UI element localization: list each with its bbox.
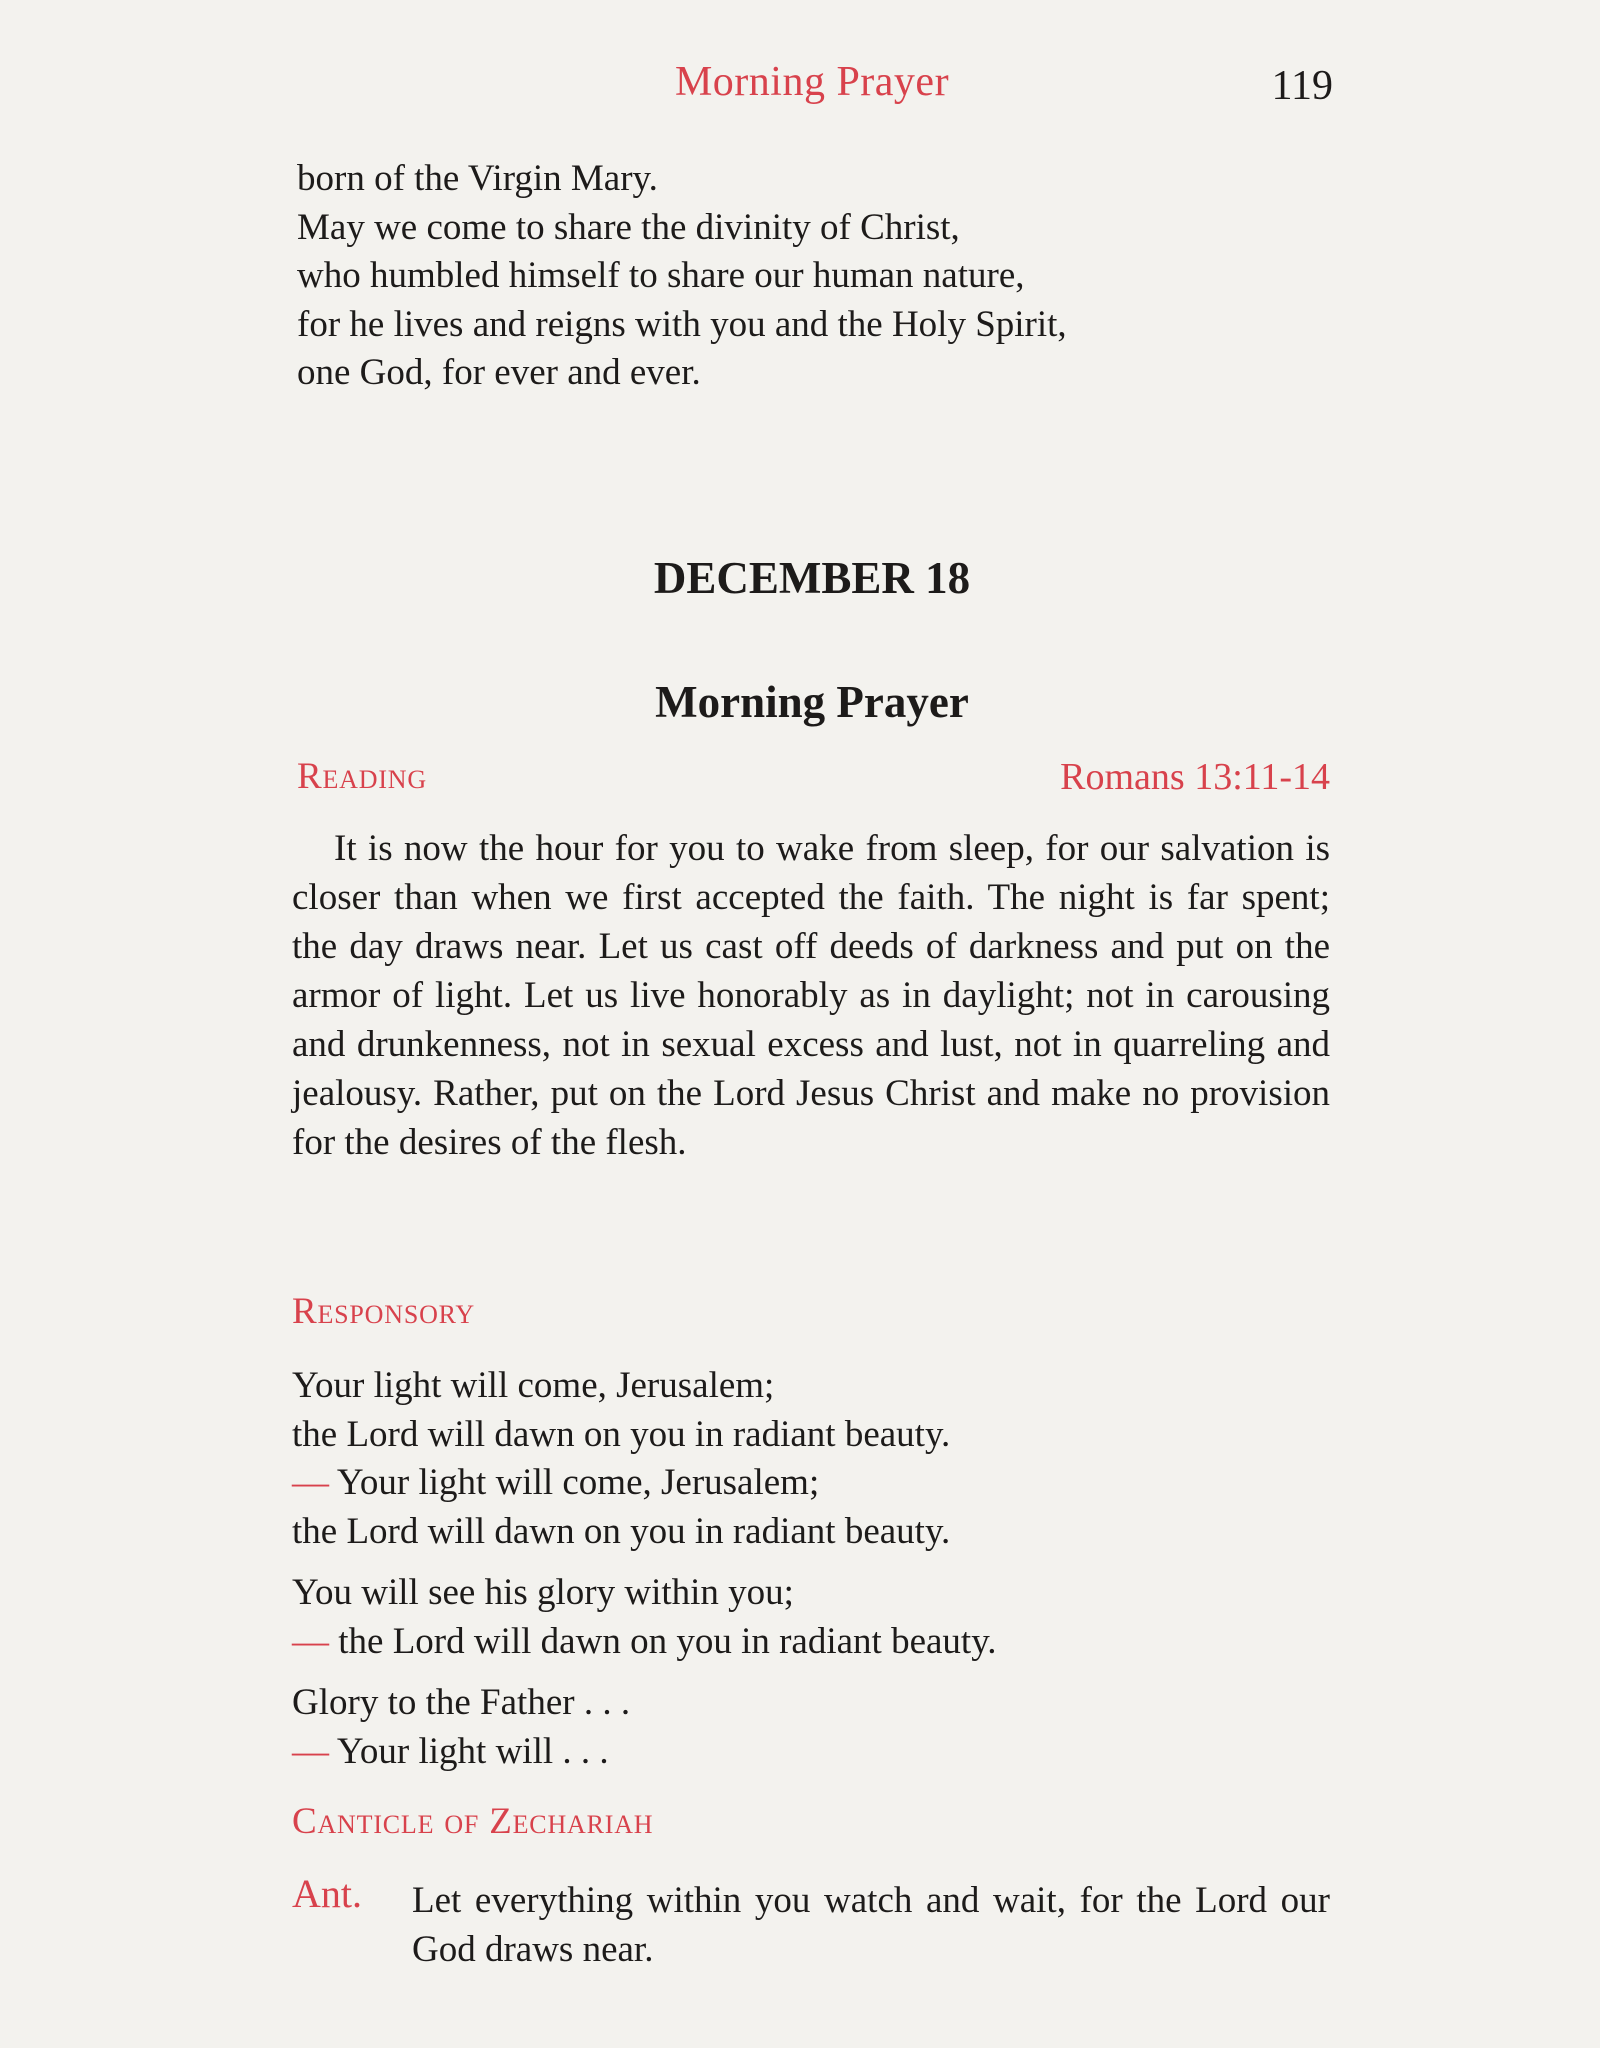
responsory-line: Glory to the Father . . . [292, 1682, 631, 1723]
responsory-line [292, 1618, 997, 1667]
responsory-label: Responsory [292, 1291, 475, 1332]
responsory-block-3 [292, 1679, 630, 1776]
prayer-line: who humbled himself to share our human nature, [297, 255, 1025, 296]
responsory-block-2 [292, 1569, 997, 1666]
reading-reference: Romans 13:11-14 [1060, 756, 1330, 798]
reading-label: Reading [297, 756, 427, 797]
prayer-line: one God, for ever and ever. [297, 352, 701, 393]
responsory-line-text: the Lord will dawn on you in radiant beauty. [338, 1620, 997, 1662]
responsory-line [292, 1459, 950, 1508]
dash-mark: — [292, 1620, 329, 1662]
responsory-line: Your light will come, Jerusalem; [292, 1365, 775, 1406]
antiphon-label: Ant. [292, 1871, 362, 1916]
responsory-line: the Lord will dawn on you in radiant beauty. [292, 1510, 951, 1552]
responsory-line-text: Your light will . . . [336, 1730, 609, 1772]
day-heading: DECEMBER 18 [653, 553, 971, 603]
reading-text: It is now the hour for you to wake from sleep, for our salvation is closer than when we first accepted the faith. The night is far spent; the day draws near. Let us cast off deeds of darkness and put on the armor of light. Let us live honorably as in daylight; not in carousing and drunkenness, not in sexual excess and lust, not in quarreling and jealousy. Rather, put on the Lord Jesus Christ and make no provision for the desires of the flesh. [292, 828, 1330, 1163]
hour-heading: Morning Prayer [655, 677, 969, 727]
prayer-line: born of the Virgin Mary. [297, 158, 658, 199]
dash-mark: — [292, 1462, 329, 1503]
responsory-line: the Lord will dawn on you in radiant beauty. [292, 1413, 951, 1455]
page-number: 119 [1271, 63, 1333, 109]
prayer-line: for he lives and reigns with you and the Holy Spirit, [297, 303, 1067, 345]
prayer-conclusion [297, 155, 1067, 398]
running-title: Morning Prayer [674, 59, 950, 105]
canticle-label: Canticle of Zechariah [292, 1801, 654, 1842]
responsory-block-1 [292, 1362, 950, 1556]
antiphon-text: Let everything within you watch and wait, for the Lord our God draws near. [412, 1880, 1330, 1970]
responsory-line-text: Your light will come, Jerusalem; [336, 1462, 820, 1503]
dash-mark: — [292, 1730, 329, 1772]
prayer-line: May we come to share the divinity of Christ, [297, 206, 960, 248]
responsory-line: You will see his glory within you; [292, 1572, 794, 1613]
responsory-line [292, 1728, 630, 1777]
